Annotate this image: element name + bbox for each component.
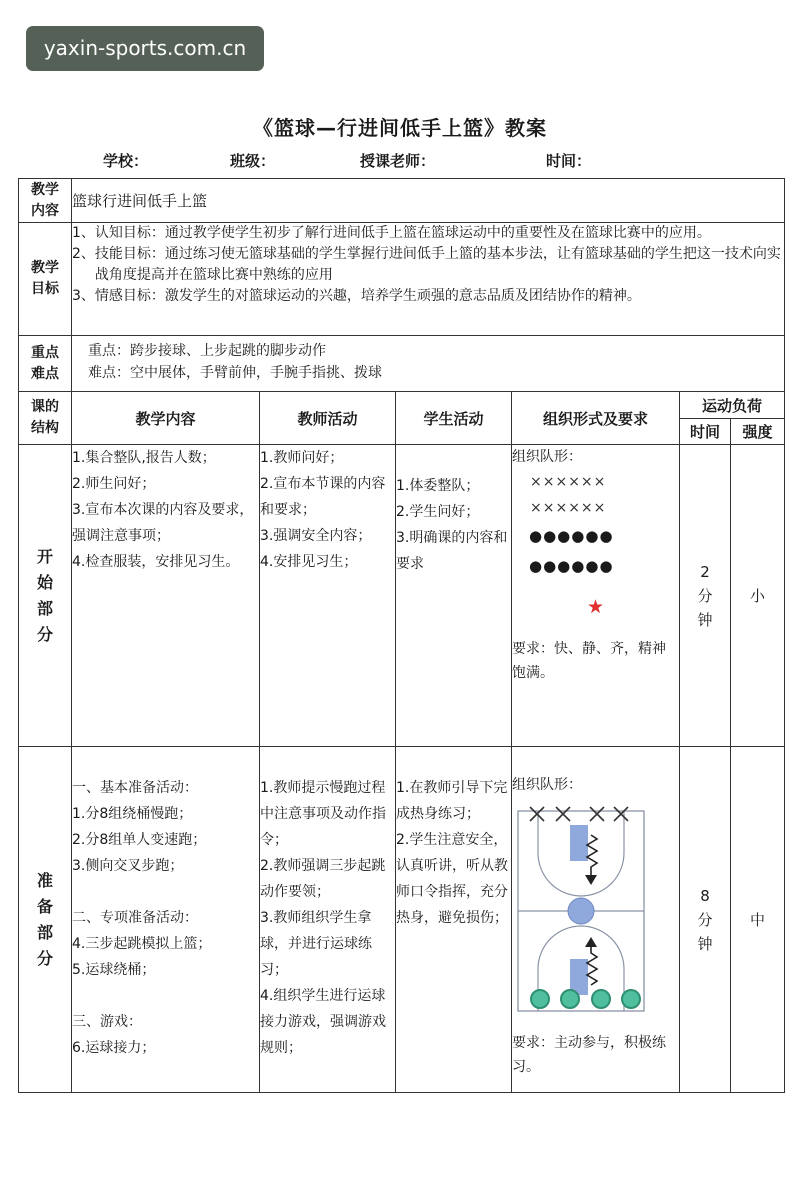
- structure-header: 课的 结构: [19, 392, 72, 445]
- organization-header: 组织形式及要求: [512, 392, 680, 445]
- page-title: 《篮球—行进间低手上篮》教案: [253, 116, 547, 140]
- key-points-row: [19, 336, 785, 392]
- prep-time: 8 分 钟: [680, 747, 731, 1093]
- lesson-plan-table: [18, 178, 785, 1093]
- start-organization: [512, 445, 680, 747]
- start-time: 2 分 钟: [680, 445, 731, 747]
- teacher-activity-header: 教师活动: [260, 392, 396, 445]
- goal-item: 1、 认知目标：通过教学使学生初步了解行进间低手上篮在篮球运动中的重要性及在篮球比赛中的应用。: [72, 225, 711, 241]
- dribble-path-top: [587, 835, 597, 877]
- formation-row-dots: ●●●●●●: [529, 557, 614, 575]
- formation-row-students: ××××××: [530, 474, 607, 490]
- key-points-label: 重点 难点: [19, 336, 72, 392]
- dribble-path-bottom: [587, 945, 597, 985]
- start-content: 1.集合整队,报告人数； 2.师生问好； 3.宣布本次课的内容及要求，强调注意事项； 4.检查服装，安排见习生。: [72, 445, 260, 747]
- org-title: 组织队形：: [512, 777, 582, 793]
- watermark: yaxin-sports.com.cn: [26, 26, 264, 71]
- school-label: 学校：: [103, 152, 149, 170]
- prep-section-label: 准 备 部 分: [19, 747, 72, 1093]
- prep-teacher-activity: 1.教师提示慢跑过程中注意事项及动作指令； 2.教师强调三步起跳动作要领； 3.教师组织学生拿球，并进行运球练习； 4.组织学生进行运球接力游戏，强调游戏规则；: [260, 747, 396, 1093]
- goal-item: 3、 情感目标：激发学生的对篮球运动的兴趣，培养学生顽强的意志品质及团结协作的精神。: [72, 288, 641, 304]
- difficult-point-text: 难点：空中展体，手臂前伸，手腕手指挑、拨球: [88, 365, 382, 381]
- student-activity-header: 学生活动: [396, 392, 512, 445]
- teaching-goals-label: 教学 目标: [19, 223, 72, 336]
- org-title: 组织队形：: [512, 449, 582, 465]
- teacher-label: 授课老师：: [360, 152, 436, 170]
- key-point-text: 重点：跨步接球、上步起跳的脚步动作: [88, 343, 326, 359]
- content-header: 教学内容: [72, 392, 260, 445]
- teaching-goals-row: [19, 223, 785, 336]
- goal-item: 2、 技能目标：通过练习使无篮球基础的学生掌握行进间低手上篮的基本步法，让有篮球基础的学生把这一技术向实战角度提高并在篮球比赛中熟练的应用: [72, 246, 781, 283]
- start-section-label: 开 始 部 分: [19, 445, 72, 747]
- prep-section-row: [19, 747, 785, 1093]
- formation-row-students: ××××××: [530, 500, 607, 516]
- teaching-content-value: 篮球行进间低手上篮: [72, 179, 785, 223]
- key-points-cell: [72, 336, 785, 392]
- start-requirement: 要求：快、静、齐，精神饱满。: [512, 641, 666, 681]
- start-section-row: [19, 445, 785, 747]
- header-row: [19, 392, 785, 419]
- teaching-content-row: [19, 179, 785, 223]
- start-teacher-activity: 1.教师问好； 2.宣布本节课的内容和要求； 3.强调安全内容； 4.安排见习生；: [260, 445, 396, 747]
- prep-student-activity: 1.在教师引导下完成热身练习； 2.学生注意安全，认真听讲，听从教师口令指挥，充分热身，避免损伤；: [396, 747, 512, 1093]
- students-x-icons: [530, 807, 628, 821]
- load-header: 运动负荷: [680, 392, 785, 419]
- teaching-content-label: 教学 内容: [19, 179, 72, 223]
- teaching-goals-list: [72, 223, 785, 336]
- prep-requirement: 要求：主动参与，积极练习。: [512, 1035, 666, 1075]
- court-diagram: [514, 805, 648, 1015]
- teacher-star-icon: ★: [586, 596, 605, 618]
- time-header: 时间: [680, 419, 731, 445]
- prep-organization: [512, 747, 680, 1093]
- prep-content: 一、基本准备活动： 1.分8组绕桶慢跑； 2.分8组单人变速跑； 3.侧向交叉步跑； 二、专项准备活动： 4.三步起跳模拟上篮； 5.运球绕桶； 三、游戏： 6.运球接力；: [72, 747, 260, 1093]
- time-label: 时间：: [546, 152, 592, 170]
- prep-intensity: 中: [731, 747, 785, 1093]
- formation-row-dots: ●●●●●●: [529, 527, 614, 545]
- class-label: 班级：: [230, 152, 276, 170]
- start-student-activity: 1.体委整队； 2.学生问好； 3.明确课的内容和要求: [396, 445, 512, 747]
- intensity-header: 强度: [731, 419, 785, 445]
- start-intensity: 小: [731, 445, 785, 747]
